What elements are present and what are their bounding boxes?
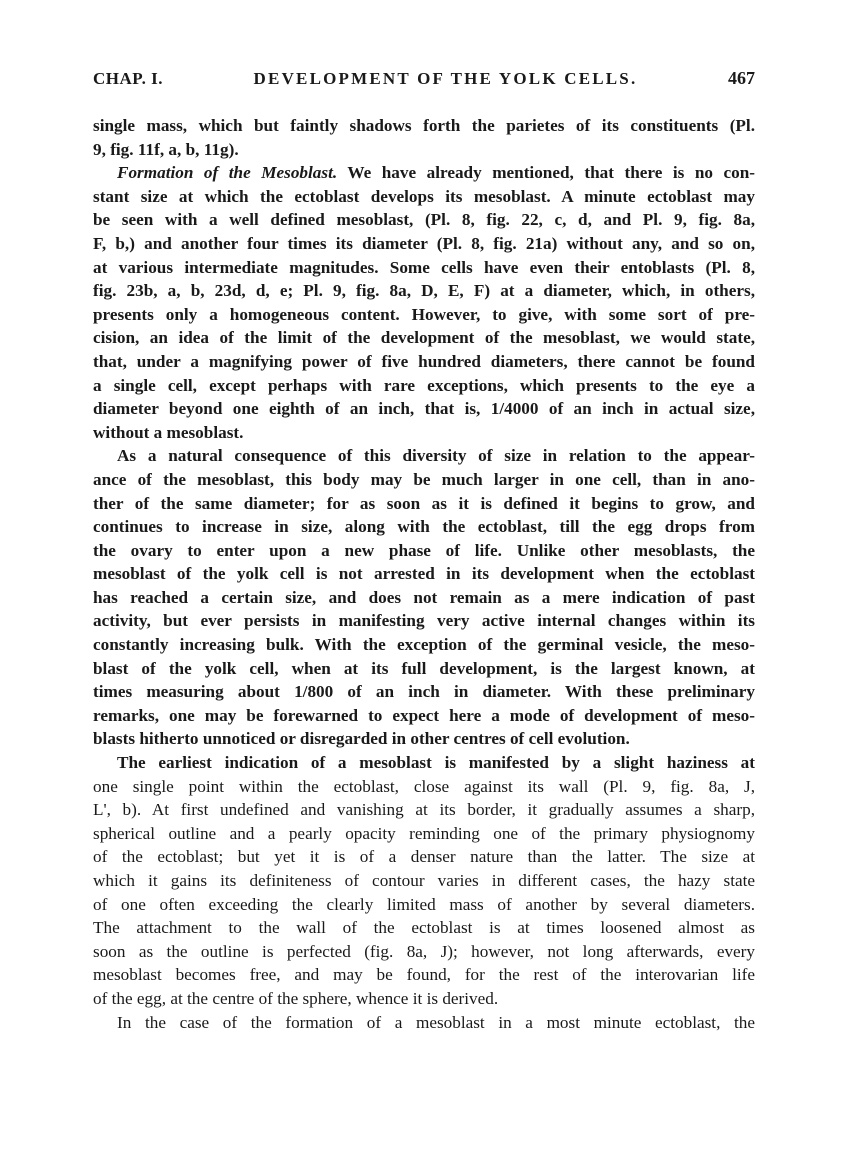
text-line: presents only a homogeneous content. However, to give, with some sort of pre- (93, 304, 755, 324)
text-line: ther of the same diameter; for as soon as it is defined it begins to grow, and (93, 493, 755, 513)
paragraph (93, 114, 755, 161)
text-line: mesoblast becomes free, and may be found, for the rest of the interovarian life (93, 965, 755, 985)
text-line: of the egg, at the centre of the sphere, whence it is derived. (93, 988, 499, 1008)
text-line: the ovary to enter upon a new phase of life. Unlike other mesoblasts, the (93, 540, 755, 560)
section-heading: Formation of the Mesoblast. (117, 163, 338, 183)
text-line: The attachment to the wall of the ectoblast is at times loosened almost as (93, 918, 755, 938)
paragraph (93, 1011, 755, 1035)
text-line: that, under a magnifying power of five hundred diameters, there cannot be found (93, 351, 755, 371)
text-line: stant size at which the ectoblast develops its mesoblast. A minute ectoblast may (93, 186, 755, 206)
text-line: blast of the yolk cell, when at its full development, is the largest known, at (93, 658, 755, 678)
text-line: a single cell, except perhaps with rare exceptions, which presents to the eye a (93, 375, 755, 395)
text-line: one single point within the ectoblast, close against its wall (Pl. 9, fig. 8a, J, (93, 776, 755, 796)
text-line: fig. 23b, a, b, 23d, d, e; Pl. 9, fig. 8a, D, E, F) at a diameter, which, in others, (93, 281, 755, 301)
text-line: has reached a certain size, and does not remain as a mere indication of past (93, 587, 755, 607)
text-line: As a natural consequence of this diversity of size in relation to the appear- (117, 446, 755, 466)
text-line: ance of the mesoblast, this body may be much larger in one cell, than in ano- (93, 469, 755, 489)
text-line: continues to increase in size, along with the ectoblast, till the egg drops from (93, 517, 755, 537)
text-line: The earliest indication of a mesoblast is manifested by a slight haziness at (117, 753, 755, 773)
text-line: of the ectoblast; but yet it is of a denser nature than the latter. The size at (93, 847, 755, 867)
paragraph (93, 751, 755, 1011)
text-line: In the case of the formation of a mesoblast in a most minute ectoblast, the (117, 1012, 755, 1032)
text-line: which it gains its definiteness of contour varies in different cases, the hazy state (93, 871, 755, 890)
running-title: DEVELOPMENT OF THE YOLK CELLS. (253, 69, 638, 88)
body-text (93, 114, 755, 1034)
text-line: F, b,) and another four times its diameter (Pl. 8, fig. 21a) without any, and so on, (93, 233, 755, 253)
text-line: remarks, one may be forewarned to expect here a mode of development of meso- (93, 705, 755, 725)
text-line: L', b). At first undefined and vanishing at its border, it gradually assumes a sharp, (93, 800, 755, 820)
text-line: spherical outline and a pearly opacity reminding one of the primary physiognomy (93, 823, 755, 843)
running-header (93, 68, 755, 94)
paragraph (93, 444, 755, 751)
text-line: 9, fig. 11f, a, b, 11g). (93, 139, 239, 159)
text-line: of one often exceeding the clearly limited mass of another by several diameters. (93, 894, 755, 914)
text-line: at various intermediate magnitudes. Some cells have even their entoblasts (Pl. 8, (93, 257, 755, 277)
text-line: activity, but ever persists in manifesting very active internal changes within its (93, 611, 755, 631)
paragraph (93, 161, 755, 444)
text-line: mesoblast of the yolk cell is not arrested in its development when the ectoblast (93, 564, 755, 584)
text-line: without a mesoblast. (93, 422, 244, 442)
text-line: times measuring about 1/800 of an inch in diameter. With these preliminary (93, 682, 755, 702)
text-line: cision, an idea of the limit of the development of the mesoblast, we would state, (93, 328, 755, 348)
text-line: constantly increasing bulk. With the exception of the germinal vesicle, the meso- (93, 635, 755, 655)
text-line: be seen with a well defined mesoblast, (Pl. 8, fig. 22, c, d, and Pl. 9, fig. 8a, (93, 210, 755, 230)
text-line: soon as the outline is perfected (fig. 8a, J); however, not long afterwards, every (93, 941, 755, 961)
text-line (93, 161, 755, 185)
text-line: single mass, which but faintly shadows forth the parietes of its constituents (Pl. (93, 116, 755, 135)
text-line: diameter beyond one eighth of an inch, that is, 1/4000 of an inch in actual size, (93, 399, 755, 419)
page-number: 467 (728, 68, 755, 88)
text-line: blasts hitherto unnoticed or disregarded in other centres of cell evolution. (93, 729, 630, 749)
text-fragment: We have already mentioned, that there is no con- (347, 163, 755, 183)
chapter-label: CHAP. I. (93, 69, 163, 88)
